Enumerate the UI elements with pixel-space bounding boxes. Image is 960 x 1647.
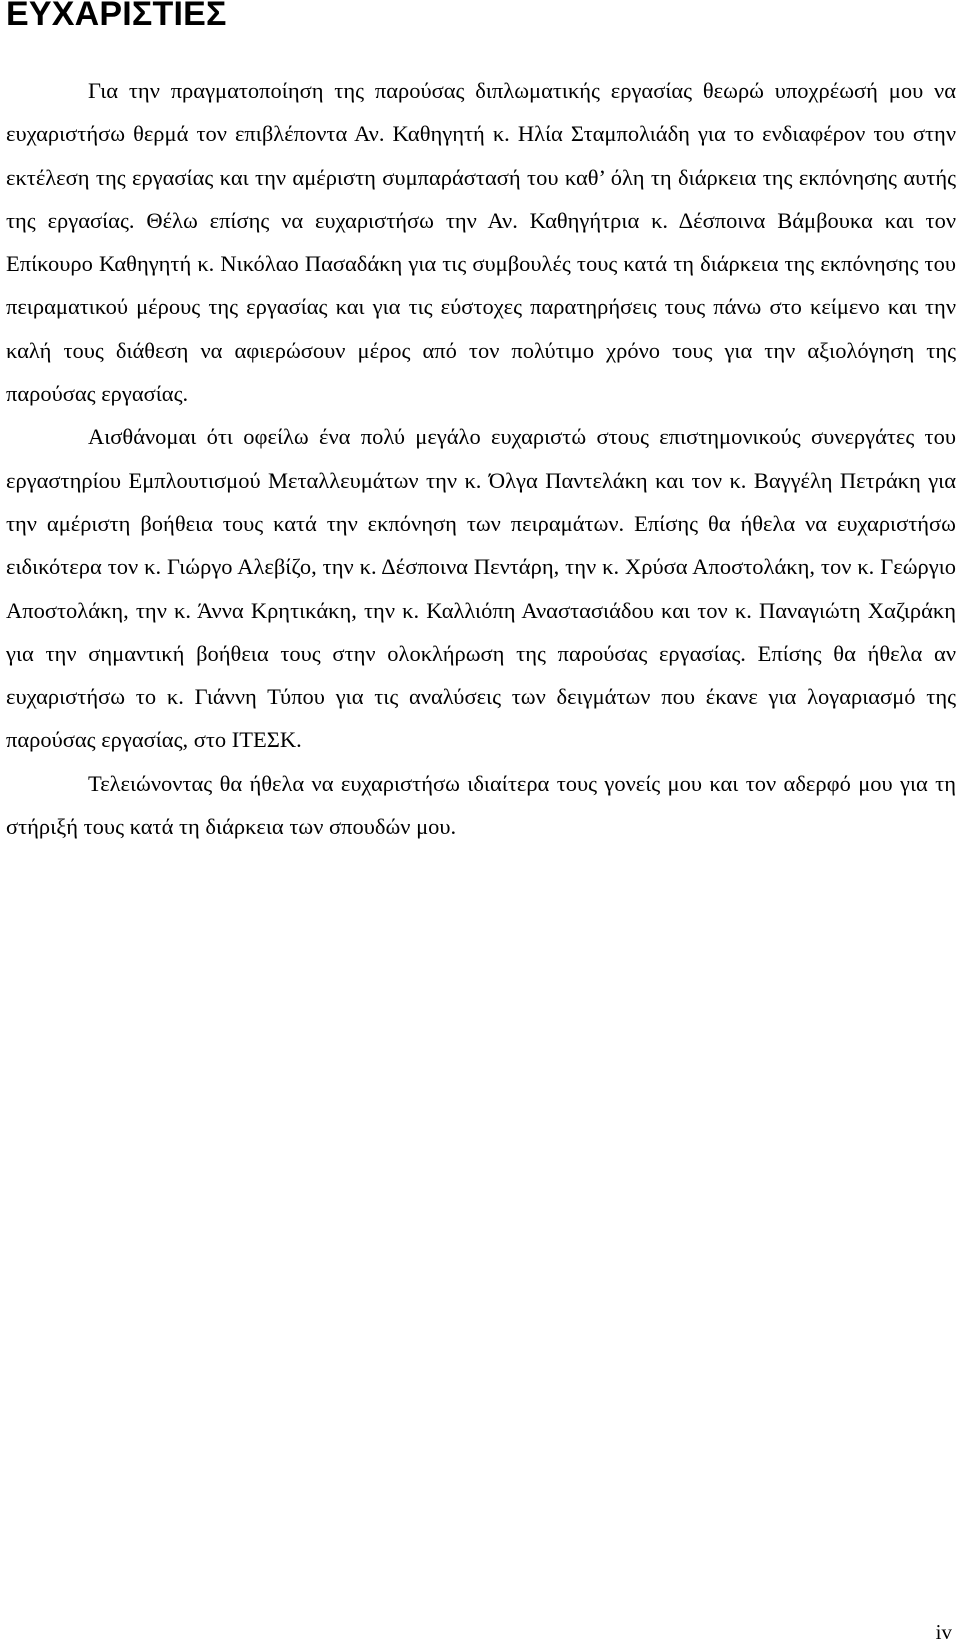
page-number: iv	[935, 1620, 952, 1644]
paragraph-2: Αισθάνομαι ότι οφείλω ένα πολύ μεγάλο ευχαριστώ στους επιστημονικούς συνεργάτες του εργαστηρίου Εμπλουτισμού Μεταλλευμάτων την κ. Όλγα Παντελάκη και τον κ. Βαγγέλη Πετράκη για την αμέριστη βοήθεια τους κατά την εκπόνηση των πειραμάτων. Επίσης θα ήθελα να ευχαριστήσω ειδικότερα τον κ. Γιώργο Αλεβίζο, την κ. Δέσποινα Πεντάρη, την κ. Χρύσα Αποστολάκη, τον κ. Γεώργιο Αποστολάκη, την κ. Άννα Κρητικάκη, την κ. Καλλιόπη Αναστασιάδου και τον κ. Παναγιώτη Χαζιράκη για την σημαντική βοήθεια τους στην ολοκλήρωση της παρούσας εργασίας. Επίσης θα ήθελα αν ευχαριστήσω το κ. Γιάννη Τύπου για τις αναλύσεις των δειγμάτων που έκανε για λογαριασμό της παρούσας εργασίας, στο ΙΤΕΣΚ.	[6, 424, 956, 753]
paragraph-1: Για την πραγματοποίηση της παρούσας διπλωματικής εργασίας θεωρώ υποχρέωσή μου να ευχαριστήσω θερμά τον επιβλέποντα Αν. Καθηγητή κ. Ηλία Σταμπολιάδη για το ενδιαφέρον του στην εκτέλεση της εργασίας και την αμέριστη συμπαράστασή του καθ’ όλη τη διάρκεια της εκπόνησης αυτής της εργασίας. Θέλω επίσης να ευχαριστήσω την Αν. Καθηγήτρια κ. Δέσποινα Βάμβουκα και τον Επίκουρο Καθηγητή κ. Νικόλαο Πασαδάκη για τις συμβουλές τους κατά τη διάρκεια της εκπόνησης του πειραματικού μέρους της εργασίας και για τις εύστοχες παρατηρήσεις τους πάνω στο κείμενο και την καλή τους διάθεση να αφιερώσουν μέρος από τον πολύτιμο χρόνο τους για την αξιολόγηση της παρούσας εργασίας.	[6, 78, 956, 407]
page-title: ΕΥΧΑΡΙΣΤΙΕΣ	[6, 0, 227, 33]
paragraph-3: Τελειώνοντας θα ήθελα να ευχαριστήσω ιδιαίτερα τους γονείς μου και τον αδερφό μου για τη στήριξή τους κατά τη διάρκεια των σπουδών μου.	[6, 770, 956, 840]
acknowledgements-body	[6, 69, 956, 848]
